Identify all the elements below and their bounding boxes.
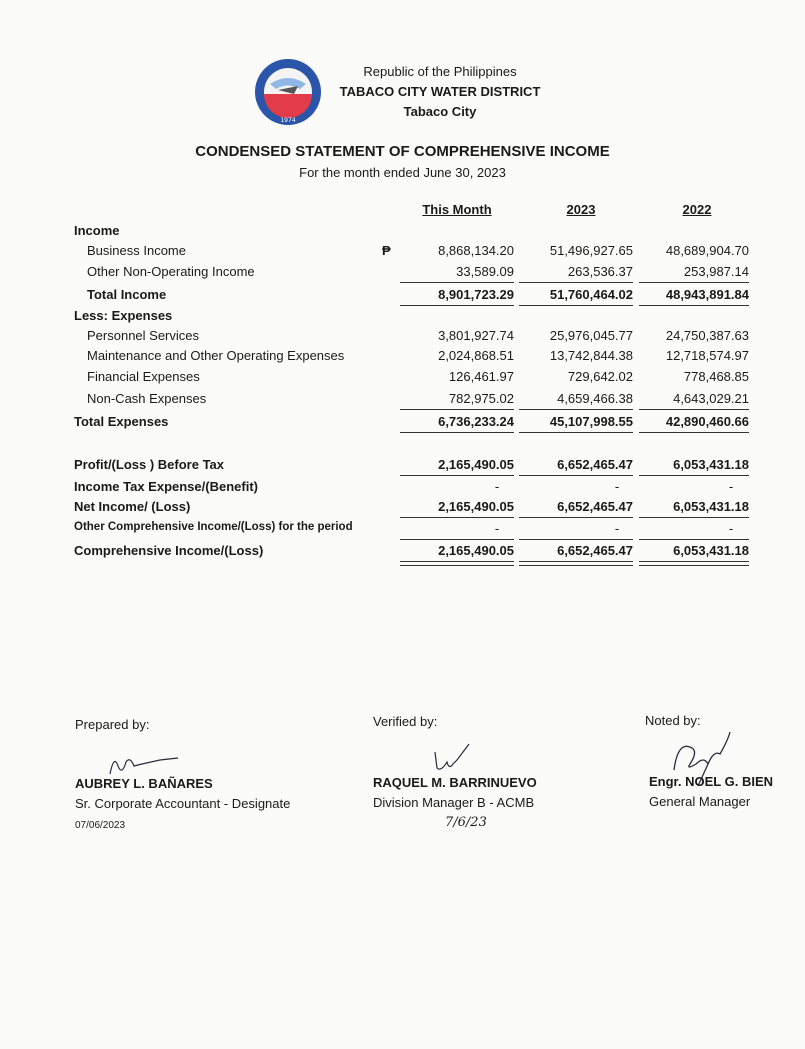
statement-period: For the month ended June 30, 2023 (299, 165, 506, 180)
underline (639, 517, 749, 518)
underline (400, 475, 514, 476)
value-2023: 263,536.37 (567, 264, 633, 279)
table-row (0, 328, 805, 348)
underline (400, 539, 514, 540)
value-2022: 253,987.14 (683, 264, 749, 279)
underline (519, 409, 633, 410)
table-row (0, 264, 805, 284)
underline (519, 282, 633, 283)
table-row (0, 391, 805, 411)
value-this-month: 126,461.97 (448, 369, 514, 384)
water-district-seal-logo (248, 56, 328, 128)
verified-by-position: Division Manager B - ACMB (373, 795, 535, 810)
row-label: Total Income (87, 287, 167, 302)
value-2023: 51,760,464.02 (549, 287, 633, 302)
table-row (0, 243, 805, 263)
organization-name: TABACO CITY WATER DISTRICT (339, 84, 541, 99)
table-row (0, 521, 805, 541)
value-2022: 6,053,431.18 (673, 499, 749, 514)
table-row (0, 479, 805, 499)
value-2023: 45,107,998.55 (549, 414, 633, 429)
peso-sign: ₱ (382, 243, 391, 258)
row-label: Other Comprehensive Income/(Loss) for the period (74, 521, 353, 533)
value-this-month: 2,024,868.51 (438, 348, 514, 363)
city-name: Tabaco City (403, 104, 477, 119)
value-2022: 24,750,387.63 (665, 328, 749, 343)
value-this-month: 782,975.02 (448, 391, 514, 406)
underline (400, 517, 514, 518)
table-row (0, 543, 805, 563)
row-label: Profit/(Loss ) Before Tax (74, 457, 225, 472)
value-2022: - (728, 479, 734, 494)
value-2022: - (728, 521, 734, 536)
noted-by-position: General Manager (649, 794, 751, 809)
row-label: Non-Cash Expenses (87, 391, 207, 406)
value-2022: 778,468.85 (683, 369, 749, 384)
underline (519, 517, 633, 518)
noted-by-label: Noted by: (645, 713, 701, 728)
signature-mark (425, 742, 485, 778)
row-label: Maintenance and Other Operating Expenses (87, 348, 345, 363)
row-label: Personnel Services (87, 328, 199, 343)
value-2023: 6,652,465.47 (557, 457, 633, 472)
value-2023: 13,742,844.38 (549, 348, 633, 363)
underline (519, 475, 633, 476)
table-row (0, 348, 805, 368)
value-2023: - (614, 521, 620, 536)
underline (400, 432, 514, 433)
value-this-month: - (494, 479, 500, 494)
table-row (0, 499, 805, 519)
value-2022: 48,943,891.84 (665, 287, 749, 302)
value-2023: 51,496,927.65 (549, 243, 633, 258)
value-this-month: 8,868,134.20 (438, 243, 514, 258)
table-row (0, 414, 805, 434)
verified-by-label: Verified by: (373, 714, 438, 729)
value-this-month: 2,165,490.05 (438, 457, 514, 472)
underline (519, 539, 633, 540)
row-label: Financial Expenses (87, 369, 200, 384)
value-2023: 6,652,465.47 (557, 543, 633, 558)
double-underline (519, 561, 633, 566)
value-this-month: 3,801,927.74 (438, 328, 514, 343)
header-block (330, 62, 550, 122)
signature-mark (100, 752, 180, 778)
table-row (0, 457, 805, 477)
row-label: Income Tax Expense/(Benefit) (74, 479, 258, 494)
underline (639, 282, 749, 283)
row-label: Comprehensive Income/(Loss) (74, 543, 264, 558)
country-name: Republic of the Philippines (363, 64, 517, 79)
svg-text:1974: 1974 (280, 117, 296, 124)
verified-date-handwritten: 7/6/23 (445, 815, 487, 830)
prepared-by-label: Prepared by: (75, 717, 150, 732)
underline (639, 409, 749, 410)
noted-by-name: Engr. NOEL G. BIEN (649, 774, 774, 789)
value-2023: - (614, 479, 620, 494)
col-header-2023: 2023 (566, 202, 596, 217)
value-this-month: 33,589.09 (456, 264, 514, 279)
value-2023: 25,976,045.77 (549, 328, 633, 343)
underline (400, 282, 514, 283)
prepared-by-position: Sr. Corporate Accountant - Designate (75, 796, 291, 811)
income-heading-row (0, 223, 805, 243)
double-underline (400, 561, 514, 566)
value-this-month: - (494, 521, 500, 536)
prepared-date: 07/06/2023 (75, 820, 126, 831)
value-2022: 4,643,029.21 (673, 391, 749, 406)
col-header-this-month: This Month (422, 202, 492, 217)
underline (639, 305, 749, 306)
underline (400, 305, 514, 306)
value-this-month: 8,901,723.29 (438, 287, 514, 302)
row-label: Other Non-Operating Income (87, 264, 255, 279)
value-2022: 42,890,460.66 (665, 414, 749, 429)
col-header-2022: 2022 (682, 202, 712, 217)
underline (639, 539, 749, 540)
value-this-month: 2,165,490.05 (438, 499, 514, 514)
value-this-month: 6,736,233.24 (438, 414, 514, 429)
value-2023: 4,659,466.38 (557, 391, 633, 406)
double-underline (639, 561, 749, 566)
statement-title: CONDENSED STATEMENT OF COMPREHENSIVE INCOME (195, 143, 610, 160)
row-label: Business Income (87, 243, 186, 258)
value-2023: 729,642.02 (567, 369, 633, 384)
value-this-month: 2,165,490.05 (438, 543, 514, 558)
value-2022: 12,718,574.97 (665, 348, 749, 363)
underline (400, 409, 514, 410)
underline (639, 475, 749, 476)
prepared-by-name: AUBREY L. BAÑARES (75, 776, 213, 791)
underline (639, 432, 749, 433)
verified-by-name: RAQUEL M. BARRINUEVO (373, 775, 537, 790)
expenses-heading: Less: Expenses (74, 308, 173, 323)
income-heading: Income (74, 223, 120, 238)
row-label: Net Income/ (Loss) (74, 499, 191, 514)
value-2022: 6,053,431.18 (673, 543, 749, 558)
table-row (0, 287, 805, 307)
value-2022: 48,689,904.70 (665, 243, 749, 258)
underline (519, 432, 633, 433)
value-2023: 6,652,465.47 (557, 499, 633, 514)
table-row (0, 369, 805, 389)
expenses-heading-row (0, 308, 805, 328)
row-label: Total Expenses (74, 414, 169, 429)
underline (519, 305, 633, 306)
value-2022: 6,053,431.18 (673, 457, 749, 472)
